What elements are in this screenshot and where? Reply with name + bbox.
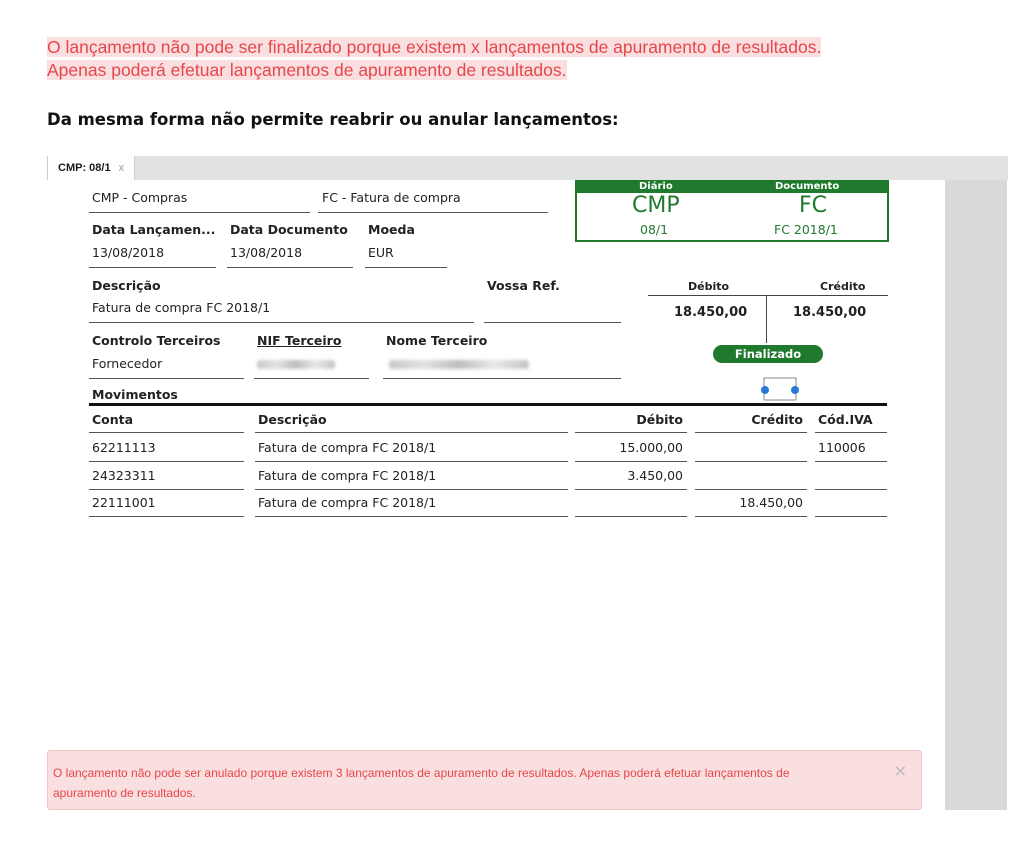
row-conta: 22111001 (92, 495, 156, 510)
row-divider (255, 516, 568, 517)
doctype-field[interactable]: FC - Fatura de compra (322, 190, 461, 205)
diario-code: CMP (632, 193, 680, 218)
nif-terceiro-link[interactable]: NIF Terceiro (257, 333, 342, 348)
row-conta: 62211113 (92, 440, 156, 455)
row-credito: 18.450,00 (739, 495, 803, 510)
data-documento-underline (227, 267, 353, 268)
row-debito: 3.450,00 (627, 468, 683, 483)
totals-divider-vertical (766, 295, 767, 343)
nif-terceiro-underline (254, 378, 369, 379)
col-cod-iva: Cód.IVA (818, 412, 873, 427)
journal-field-underline (89, 212, 310, 213)
totals-divider-horizontal (648, 295, 888, 296)
doctype-field-underline (318, 212, 548, 213)
total-debito-value: 18.450,00 (674, 305, 748, 320)
diario-label: Diário (639, 181, 673, 192)
row-divider (695, 461, 807, 462)
row-divider (89, 489, 244, 490)
movimentos-table-rule (89, 403, 887, 406)
documento-code: FC (799, 193, 828, 218)
data-lancamento-label: Data Lançamen... (92, 222, 216, 237)
row-divider (815, 461, 887, 462)
row-cod-iva: 110006 (818, 440, 866, 455)
data-documento-field[interactable]: 13/08/2018 (230, 245, 303, 260)
nif-terceiro-redacted (257, 360, 335, 369)
tab-cmp-08-1[interactable] (48, 156, 135, 180)
descricao-label: Descrição (92, 278, 161, 293)
col-credito: Crédito (751, 412, 803, 427)
journal-document-box (575, 180, 889, 242)
row-divider (575, 461, 687, 462)
controlo-terceiros-field[interactable]: Fornecedor (92, 356, 163, 371)
row-divider (89, 516, 244, 517)
row-divider (255, 461, 568, 462)
col-credito-underline (695, 432, 807, 433)
row-descricao: Fatura de compra FC 2018/1 (258, 440, 437, 455)
total-debito-label: Débito (688, 280, 730, 293)
row-descricao: Fatura de compra FC 2018/1 (258, 495, 437, 510)
row-divider (575, 489, 687, 490)
row-divider (815, 489, 887, 490)
col-debito: Débito (636, 412, 683, 427)
handle-right-icon (791, 386, 799, 394)
tab-close-icon[interactable]: x (118, 162, 125, 174)
document-warning-text (47, 36, 1007, 82)
moeda-underline (365, 267, 447, 268)
total-credito-value: 18.450,00 (793, 305, 867, 320)
col-conta-underline (89, 432, 244, 433)
document-warning-line-1: O lançamento não pode ser finalizado porque existem x lançamentos de apuramento de resultados. (47, 37, 822, 57)
connector-handles[interactable] (758, 374, 802, 406)
row-divider (575, 516, 687, 517)
diario-number: 08/1 (640, 222, 669, 237)
nome-terceiro-underline (383, 378, 621, 379)
error-alert-text: O lançamento não pode ser anulado porque existem 3 lançamentos de apuramento de resultados. Apenas poderá efetuar lançamentos de apuramento de resultados. (53, 766, 790, 800)
handle-left-icon (761, 386, 769, 394)
descricao-field[interactable]: Fatura de compra FC 2018/1 (92, 300, 271, 315)
row-conta: 24323311 (92, 468, 156, 483)
documento-number: FC 2018/1 (774, 222, 838, 237)
data-lancamento-field[interactable]: 13/08/2018 (92, 245, 165, 260)
close-icon[interactable]: × (893, 761, 907, 780)
document-warning-line-2: Apenas poderá efetuar lançamentos de apuramento de resultados. (47, 60, 567, 80)
documento-label: Documento (775, 181, 840, 192)
movimentos-title: Movimentos (92, 387, 178, 402)
col-descricao-underline (255, 432, 568, 433)
data-lancamento-underline (89, 267, 216, 268)
row-divider (255, 489, 568, 490)
status-badge: Finalizado (713, 345, 823, 363)
tab-label: CMP: 08/1 (58, 162, 111, 174)
col-descricao: Descrição (258, 412, 327, 427)
tab-bar (47, 156, 1008, 180)
col-conta: Conta (92, 412, 134, 427)
journal-field[interactable]: CMP - Compras (92, 190, 188, 205)
moeda-label: Moeda (368, 222, 415, 237)
total-credito-label: Crédito (820, 280, 866, 293)
data-documento-label: Data Documento (230, 222, 348, 237)
col-debito-underline (575, 432, 687, 433)
scrollbar-area[interactable] (945, 180, 1007, 810)
descricao-underline (89, 322, 474, 323)
vossa-ref-field[interactable] (484, 322, 621, 323)
col-cod-iva-underline (815, 432, 887, 433)
row-debito: 15.000,00 (619, 440, 683, 455)
vossa-ref-label: Vossa Ref. (487, 278, 560, 293)
row-divider (89, 461, 244, 462)
row-divider (695, 489, 807, 490)
nome-terceiro-label: Nome Terceiro (386, 333, 488, 348)
document-heading: Da mesma forma não permite reabrir ou anular lançamentos: (47, 110, 619, 129)
controlo-terceiros-underline (89, 378, 244, 379)
controlo-terceiros-label: Controlo Terceiros (92, 333, 221, 348)
error-alert (47, 750, 922, 810)
moeda-field[interactable]: EUR (368, 245, 394, 260)
row-divider (695, 516, 807, 517)
nome-terceiro-redacted (389, 360, 529, 369)
row-descricao: Fatura de compra FC 2018/1 (258, 468, 437, 483)
row-divider (815, 516, 887, 517)
journal-box-header (577, 182, 887, 193)
